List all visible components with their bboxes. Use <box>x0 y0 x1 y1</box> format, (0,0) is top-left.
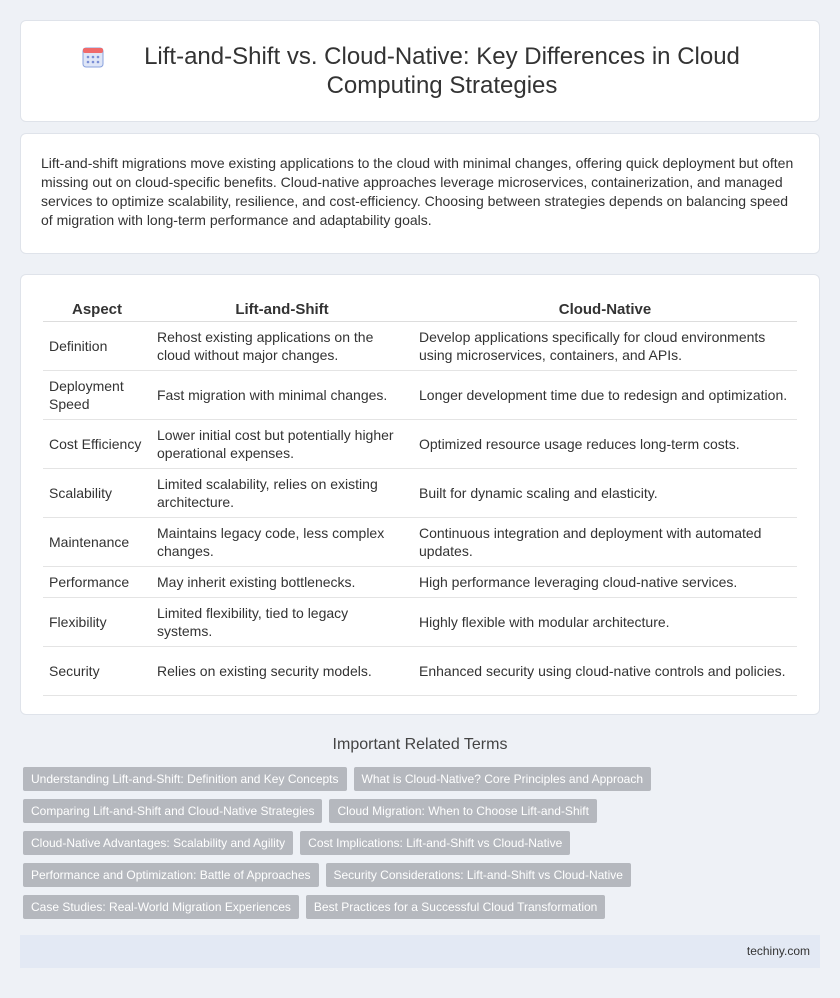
aspect-cell: Definition <box>43 322 151 371</box>
related-term-link[interactable]: Case Studies: Real-World Migration Experiences <box>23 895 299 919</box>
lift-and-shift-cell: Lower initial cost but potentially higher operational expenses. <box>151 420 413 469</box>
header-cloud-native: Cloud-Native <box>413 297 797 322</box>
cloud-native-cell: Develop applications specifically for cloud environments using microservices, containers, and APIs. <box>413 322 797 371</box>
aspect-cell: Maintenance <box>43 518 151 567</box>
aspect-cell: Performance <box>43 567 151 598</box>
intro-card <box>20 133 820 254</box>
comparison-card <box>20 274 820 715</box>
related-term-link[interactable]: Cloud Migration: When to Choose Lift-and-Shift <box>329 799 596 823</box>
cloud-native-cell: Highly flexible with modular architecture. <box>413 598 797 647</box>
calendar-icon <box>81 45 105 69</box>
table-row <box>43 469 797 518</box>
cloud-native-cell: Continuous integration and deployment with automated updates. <box>413 518 797 567</box>
table-row <box>43 647 797 696</box>
lift-and-shift-cell: Maintains legacy code, less complex changes. <box>151 518 413 567</box>
header-aspect: Aspect <box>43 297 151 322</box>
lift-and-shift-cell: Limited flexibility, tied to legacy systems. <box>151 598 413 647</box>
page-title: Lift-and-Shift vs. Cloud-Native: Key Differences in Cloud Computing Strategies <box>144 43 740 99</box>
related-term-link[interactable]: Comparing Lift-and-Shift and Cloud-Native Strategies <box>23 799 322 823</box>
table-row <box>43 371 797 420</box>
table-row <box>43 567 797 598</box>
related-term-link[interactable]: Best Practices for a Successful Cloud Transformation <box>306 895 605 919</box>
table-row <box>43 598 797 647</box>
cloud-native-cell: Enhanced security using cloud-native controls and policies. <box>413 647 797 696</box>
cloud-native-cell: Optimized resource usage reduces long-term costs. <box>413 420 797 469</box>
lift-and-shift-cell: Rehost existing applications on the cloud without major changes. <box>151 322 413 371</box>
related-term-link[interactable]: Performance and Optimization: Battle of Approaches <box>23 863 319 887</box>
cloud-native-cell: Longer development time due to redesign and optimization. <box>413 371 797 420</box>
tag-row <box>23 799 813 823</box>
comparison-table <box>43 297 797 696</box>
related-term-link[interactable]: Understanding Lift-and-Shift: Definition and Key Concepts <box>23 767 347 791</box>
aspect-cell: Cost Efficiency <box>43 420 151 469</box>
tag-row <box>23 863 813 887</box>
related-terms-list <box>23 767 813 927</box>
aspect-cell: Deployment Speed <box>43 371 151 420</box>
tag-row <box>23 831 813 855</box>
related-terms-heading: Important Related Terms <box>332 736 508 753</box>
footer-site-link[interactable]: techiny.com <box>746 944 810 958</box>
tag-row <box>23 767 813 791</box>
related-term-link[interactable]: Cloud-Native Advantages: Scalability and Agility <box>23 831 293 855</box>
aspect-cell: Flexibility <box>43 598 151 647</box>
related-term-link[interactable]: Cost Implications: Lift-and-Shift vs Cloud-Native <box>300 831 570 855</box>
lift-and-shift-cell: Relies on existing security models. <box>151 647 413 696</box>
lift-and-shift-cell: May inherit existing bottlenecks. <box>151 567 413 598</box>
footer <box>20 935 820 968</box>
table-row <box>43 518 797 567</box>
aspect-cell: Scalability <box>43 469 151 518</box>
aspect-cell: Security <box>43 647 151 696</box>
cloud-native-cell: High performance leveraging cloud-native services. <box>413 567 797 598</box>
table-row <box>43 322 797 371</box>
header-lift-and-shift: Lift-and-Shift <box>151 297 413 322</box>
tag-row <box>23 895 813 919</box>
related-term-link[interactable]: Security Considerations: Lift-and-Shift vs Cloud-Native <box>326 863 631 887</box>
lift-and-shift-cell: Limited scalability, relies on existing architecture. <box>151 469 413 518</box>
lift-and-shift-cell: Fast migration with minimal changes. <box>151 371 413 420</box>
related-term-link[interactable]: What is Cloud-Native? Core Principles and Approach <box>354 767 651 791</box>
intro-paragraph: Lift-and-shift migrations move existing applications to the cloud with minimal changes, offering quick deployment but often missing out on cloud-specific benefits. Cloud-native approaches leverage microservices, containerization, and managed services to optimize scalability, resilience, and cost-efficiency. Choosing between strategies depends on balancing speed of migration with long-term performance and adaptability goals. <box>41 155 794 228</box>
table-row <box>43 420 797 469</box>
title-card <box>20 20 820 122</box>
cloud-native-cell: Built for dynamic scaling and elasticity. <box>413 469 797 518</box>
table-header-row <box>43 297 797 322</box>
